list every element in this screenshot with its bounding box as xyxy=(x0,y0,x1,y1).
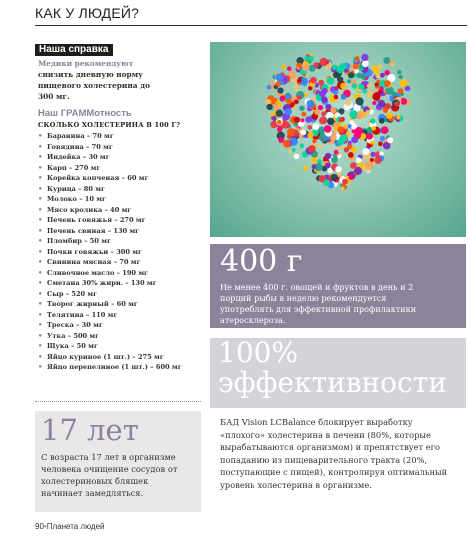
list-item: • Почки говяжьи – 300 мг xyxy=(38,247,182,258)
bead-icon xyxy=(319,134,327,142)
bead-icon xyxy=(277,88,283,94)
list-item: • Сметана 30% жирн. – 130 мг xyxy=(38,278,182,289)
bead-icon xyxy=(380,136,385,141)
bead-icon xyxy=(310,77,317,84)
bead-icon xyxy=(351,136,358,143)
bead-icon xyxy=(299,106,304,111)
headline-400: 400 г xyxy=(220,244,303,279)
list-item: • Курица – 80 мг xyxy=(38,184,182,195)
bead-icon xyxy=(381,126,389,134)
headline-100: 100% эффективности xyxy=(218,336,447,399)
list-item: • Мясо кролика – 40 мг xyxy=(38,205,182,216)
list-item: • Утка – 500 мг xyxy=(38,331,182,342)
bead-icon xyxy=(347,79,351,83)
bead-icon xyxy=(294,100,298,104)
heart-of-beads-image xyxy=(210,42,466,237)
bead-icon xyxy=(379,87,384,92)
page-number: 90 xyxy=(35,522,44,531)
bead-icon xyxy=(392,92,397,97)
bead-icon xyxy=(356,157,362,163)
bead-icon xyxy=(358,84,364,90)
bead-icon xyxy=(280,81,284,85)
reference-intro xyxy=(38,58,162,102)
bead-icon xyxy=(342,179,348,185)
bead-icon xyxy=(306,100,314,108)
bead-icon xyxy=(355,56,360,61)
bead-icon xyxy=(368,129,373,134)
bead-icon xyxy=(304,93,308,97)
list-item: • Молоко – 10 мг xyxy=(38,194,182,205)
reference-tag: Наша справка xyxy=(35,44,113,56)
bead-icon xyxy=(372,93,380,101)
bead-icon xyxy=(305,56,310,61)
bead-icon xyxy=(335,166,341,172)
bead-icon xyxy=(286,93,290,97)
bead-icon xyxy=(308,145,316,153)
bead-icon xyxy=(312,159,317,164)
bead-icon xyxy=(341,187,345,191)
bead-icon xyxy=(318,144,323,149)
bead-icon xyxy=(348,141,352,145)
bead-icon xyxy=(399,75,403,79)
bead-icon xyxy=(370,119,375,124)
list-item: • Печень свиная – 130 мг xyxy=(38,226,182,237)
bead-icon xyxy=(331,65,336,70)
list-item: • Карп – 270 мг xyxy=(38,163,182,174)
bead-icon xyxy=(361,54,368,61)
bead-icon xyxy=(313,123,320,130)
bead-icon xyxy=(319,116,327,124)
bead-icon xyxy=(327,77,335,85)
bead-icon xyxy=(362,60,369,67)
list-item: • Корейка копченая – 60 мг xyxy=(38,173,182,184)
bead-icon xyxy=(320,58,328,66)
bead-icon xyxy=(267,85,272,90)
bead-icon xyxy=(370,140,374,144)
page-footer xyxy=(35,522,105,531)
magazine-name: Планета людей xyxy=(46,522,105,531)
list-item: • Яйцо куриное (1 шт.) – 275 мг xyxy=(38,352,182,363)
bead-icon xyxy=(349,175,354,180)
bead-icon xyxy=(325,104,331,110)
list-heading: СКОЛЬКО ХОЛЕСТЕРИНА В 100 Г? xyxy=(38,121,181,129)
bead-icon xyxy=(339,117,344,122)
bead-icon xyxy=(277,120,282,125)
bead-icon xyxy=(312,139,316,143)
bead-icon xyxy=(379,118,385,124)
bead-icon xyxy=(296,63,302,69)
bead-icon xyxy=(294,117,300,123)
bead-icon xyxy=(394,101,399,106)
list-item: • Творог жирный – 60 мг xyxy=(38,299,182,310)
age-headline: 17 лет xyxy=(41,413,139,447)
bead-icon xyxy=(353,63,359,69)
text-400: Не менее 400 г. овощей и фруктов в день и 2 порций рыбы в неделю рекомендуется употреблять для эффективной профилактики атеросклероза. xyxy=(220,282,417,325)
bead-icon xyxy=(292,148,296,152)
bead-icon xyxy=(308,132,314,138)
text-100: БАД Vision LCBalance блокирует выработку «плохого» холестерина в печени (80%, которые вырабатываются организмом) и препятствует его попаданию из пищеварительного тракта (20%, поступающие с пищей), контролируя оптимальный уровень холестерина в организме. xyxy=(220,417,448,490)
bead-icon xyxy=(323,179,330,186)
bead-icon xyxy=(283,122,290,129)
list-item: • Баранина – 70 мг xyxy=(38,131,182,142)
bead-icon xyxy=(294,122,298,126)
bead-icon xyxy=(335,86,339,90)
bead-icon xyxy=(354,167,362,175)
list-item: • Треска – 30 мг xyxy=(38,320,182,331)
bead-icon xyxy=(367,83,372,88)
bead-icon xyxy=(337,126,344,133)
list-item: • Печень говяжья – 270 мг xyxy=(38,215,182,226)
bead-icon xyxy=(325,153,332,160)
bead-icon xyxy=(334,150,339,155)
bead-icon xyxy=(324,125,332,133)
bead-icon xyxy=(375,74,379,78)
bead-icon xyxy=(300,118,304,122)
bead-icon xyxy=(340,134,348,142)
bead-icon xyxy=(278,137,284,143)
bead-icon xyxy=(378,64,383,69)
header-rule xyxy=(35,25,467,26)
bead-icon xyxy=(325,163,331,169)
bead-icon xyxy=(370,152,375,157)
bead-icon xyxy=(356,97,364,105)
bead-icon xyxy=(303,166,308,171)
bead-icon xyxy=(356,73,362,79)
bead-icon xyxy=(308,125,313,130)
bead-icon xyxy=(270,112,274,116)
bead-icon xyxy=(305,116,311,122)
bead-icon xyxy=(344,147,349,152)
bead-icon xyxy=(355,127,363,135)
bead-icon xyxy=(285,108,292,115)
bead-icon xyxy=(396,115,401,120)
list-item: • Сыр – 520 мг xyxy=(38,289,182,300)
bead-icon xyxy=(383,57,390,64)
list-item: • Индейка – 30 мг xyxy=(38,152,182,163)
bead-icon xyxy=(266,104,272,110)
bead-icon xyxy=(313,62,319,68)
bead-icon xyxy=(349,110,357,118)
bead-icon xyxy=(348,124,352,128)
list-item: • Пломбир – 50 мг xyxy=(38,236,182,247)
bead-icon xyxy=(321,96,327,102)
bead-icon xyxy=(351,147,357,153)
bead-icon xyxy=(387,137,393,143)
list-item: • Говядина – 70 мг xyxy=(38,142,182,153)
list-item: • Щука – 50 мг xyxy=(38,341,182,352)
bead-icon xyxy=(345,99,352,106)
bead-icon xyxy=(400,79,408,87)
bead-icon xyxy=(363,148,370,155)
bead-icon xyxy=(352,83,358,89)
bead-icon xyxy=(341,94,346,99)
intro-accent: Медики рекомендуют xyxy=(38,59,134,68)
bead-icon xyxy=(365,161,373,169)
column-divider xyxy=(35,401,201,402)
bead-icon xyxy=(375,83,379,87)
bead-icon xyxy=(319,90,326,97)
cholesterol-list xyxy=(38,131,182,373)
bead-icon xyxy=(337,76,343,82)
bead-icon xyxy=(297,95,302,100)
bead-icon xyxy=(277,127,282,132)
bead-icon xyxy=(301,112,306,117)
age-text: С возраста 17 лет в организме человека очищение сосудов от холестериновых бляшек начинает замедляться. xyxy=(41,452,178,498)
bead-icon xyxy=(300,144,305,149)
bead-icon xyxy=(281,64,286,69)
bead-icon xyxy=(297,78,302,83)
bead-icon xyxy=(372,126,377,131)
bead-icon xyxy=(301,130,307,136)
bead-icon xyxy=(331,157,338,164)
bead-icon xyxy=(372,65,379,72)
bead-icon xyxy=(385,103,391,109)
intro-rest: снизить дневную норму пищевого холестерина до 300 мг. xyxy=(38,70,150,101)
bead-icon xyxy=(312,164,317,169)
bead-icon xyxy=(314,109,320,115)
bead-icon xyxy=(390,63,394,67)
bead-icon xyxy=(334,95,339,100)
gram-title: Наш ГРАММотность xyxy=(38,108,132,119)
bead-icon xyxy=(366,110,371,115)
bead-icon xyxy=(372,101,376,105)
bead-icon xyxy=(287,66,292,71)
bead-icon xyxy=(302,64,309,71)
bead-icon xyxy=(378,141,383,146)
bead-icon xyxy=(380,73,385,78)
footer-dot-icon: • xyxy=(43,522,47,531)
bead-icon xyxy=(318,80,324,86)
bead-icon xyxy=(283,140,291,148)
bead-icon xyxy=(294,84,299,89)
list-item: • Телятина – 110 мг xyxy=(38,310,182,321)
bead-icon xyxy=(294,154,300,160)
bead-icon xyxy=(308,56,314,62)
bead-icon xyxy=(280,95,285,100)
bead-icon xyxy=(287,128,295,136)
bead-icon xyxy=(397,70,401,74)
heart-photo xyxy=(210,42,466,237)
list-item: • Свинина мясная – 70 мг xyxy=(38,257,182,268)
bead-icon xyxy=(340,83,347,90)
bead-icon xyxy=(384,80,391,87)
header-title: КАК У ЛЮДЕЙ? xyxy=(35,5,140,21)
bead-icon xyxy=(286,99,292,105)
bead-icon xyxy=(386,112,393,119)
bead-icon xyxy=(374,157,381,164)
list-item: • Сливочное масло – 190 мг xyxy=(38,268,182,279)
list-item: • Яйцо перепелиное (1 шт.) – 600 мг xyxy=(38,362,182,373)
bead-icon xyxy=(321,111,326,116)
bead-icon xyxy=(275,73,283,81)
bead-icon xyxy=(339,63,346,70)
bead-icon xyxy=(348,152,354,158)
